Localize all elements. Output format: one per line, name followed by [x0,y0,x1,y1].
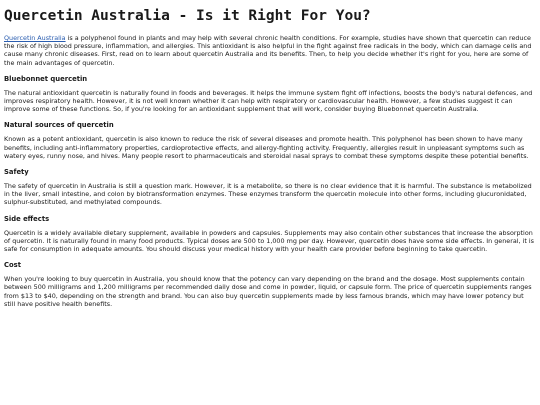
intro-paragraph [4,34,536,67]
section-heading-safety: Safety [4,168,29,177]
section-body-bluebonnet: The natural antioxidant quercetin is naturally found in foods and beverages. It helps the immune system fight off infections, boosts the body's natural defences, and improves respiratory health. However, it is not well known whether it can help with respiratory or cardiovascular health. However, a few studies suggest it can improve some of these functions. So, if you're looking for an antioxidant supplement that will work, consider buying Bluebonnet quercetin Australia. [4,88,533,114]
section-heading-cost: Cost [4,261,21,270]
intro-text: is a polyphenol found in plants and may help with several chronic health conditions. For example, studies have shown that quercetin can reduce the risk of high blood pressure, inflammation, and allergies. This antioxidant is also helpful in the fight against free radicals in the body, which can damage cells and cause many chronic diseases. First, read on to learn about quercetin Australia and its benefits. Then, to help you decide whether it's right for you, here are some of the main advantages of quercetin. [4,34,532,67]
section-body-cost: When you're looking to buy quercetin in Australia, you should know that the potency can vary depending on the brand and the dosage. Most supplements contain between 500 milligrams and 1,200 milligrams per recommended daily dose and come in powder, liquid, or capsule form. The price of quercetin supplements ranges from $13 to $40, depending on the strength and brand. You can also buy quercetin supplements made by less famous brands, which may have lower potency but still have positive health benefits. [4,275,532,308]
section-body-natural-sources: Known as a potent antioxidant, quercetin is also known to reduce the risk of several diseases and promote health. This polyphenol has been shown to have many benefits, including anti-inflammatory properties, cardioprotective effects, and allergy-fighting activity. Frequently, allergies result in unpleasant symptoms such as watery eyes, runny nose, and hives. Many people resort to pharmaceuticals and steroidal nasal sprays to combat these symptoms despite these potential benefits. [4,135,529,160]
section-heading-bluebonnet: Bluebonnet quercetin [4,74,88,83]
section-body-side-effects: Quercetin is a widely available dietary supplement, available in powders and capsules. Supplements may also contain other substances that increase the absorption of quercetin. It is naturally found in many food products. Typical doses are 500 to 1,000 mg per day. However, quercetin does have some side effects. In general, it is safe for consumption in adequate amounts. You should discuss your medical history with your health care provider before beginning to take quercetin. [4,228,535,254]
section-body-safety: The safety of quercetin in Australia is still a question mark. However, it is a metabolite, so there is no clear evidence that it is harmful. The substance is metabolized in the liver, small intestine, and colon by biotransformation enzymes. These enzymes transform the quercetin molecule into other forms, including glucuronidated, sulphur-substituted, and methylated compounds. [4,182,532,207]
quercetin-australia-link[interactable]: Quercetin Australia [4,34,66,42]
page-title: Quercetin Australia - Is it Right For You? [4,8,371,24]
section-heading-side-effects: Side effects [4,214,50,223]
section-heading-natural-sources: Natural sources of quercetin [4,121,114,130]
